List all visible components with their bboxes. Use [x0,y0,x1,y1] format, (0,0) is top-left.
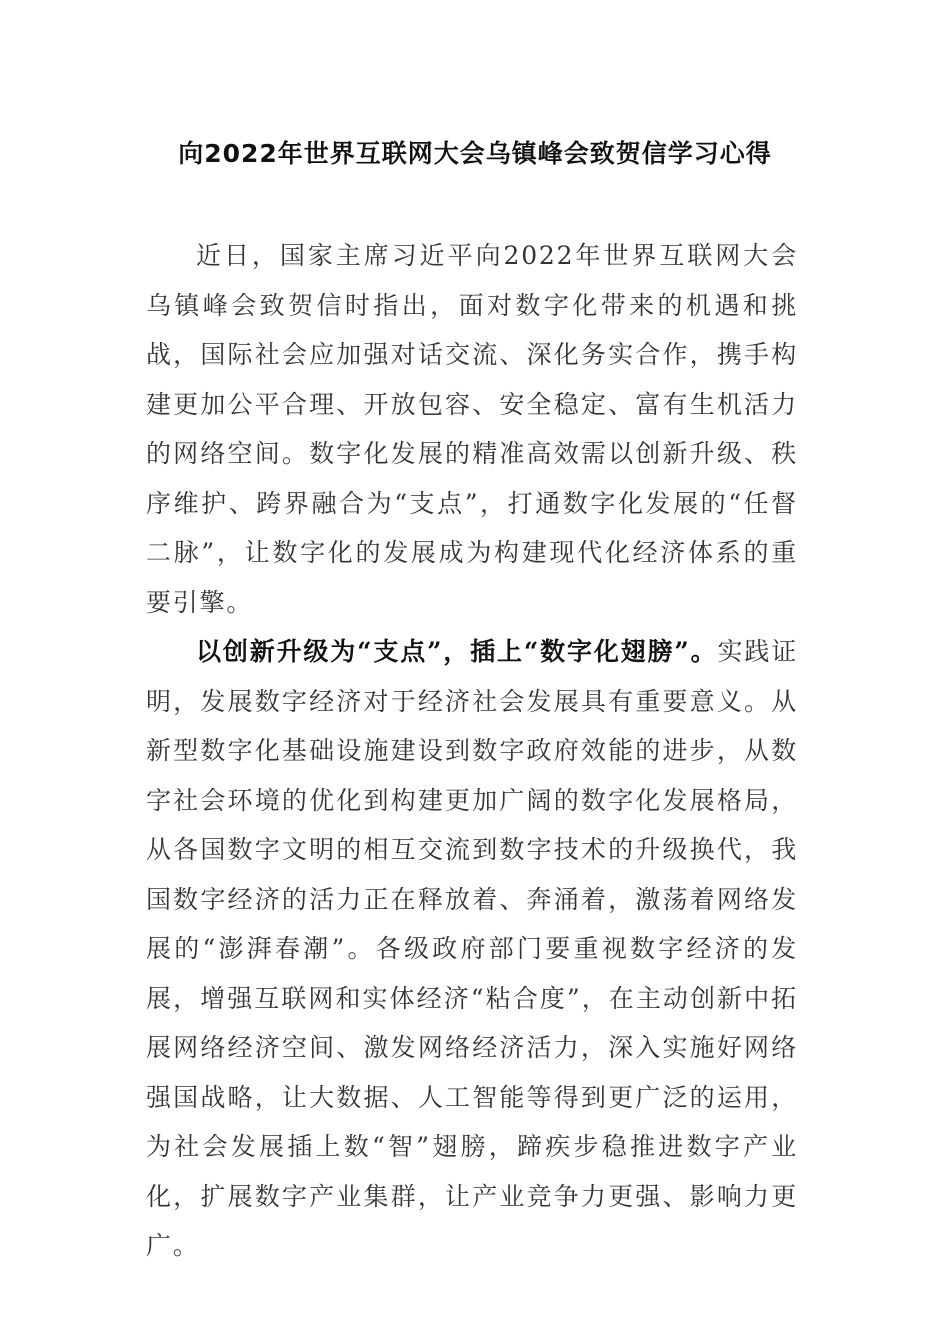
paragraph-intro-text: 近日，国家主席习近平向2022年世界互联网大会乌镇峰会致贺信时指出，面对数字化带来的机遇和挑战，国际社会应加强对话交流、深化务实合作，携手构建更加公平合理、开放包容、安全稳定、富有生机活力的网络空间。数字化发展的精准高效需以创新升级、秩序维护、跨界融合为“支点”，打通数字化发展的“任督二脉”，让数字化的发展成为构建现代化经济体系的重要引擎。 [146,241,798,617]
paragraph-innovation-heading: 以创新升级为“支点”，插上“数字化翅膀”。 [196,637,718,666]
document-title: 向2022年世界互联网大会乌镇峰会致贺信学习心得 [178,139,772,168]
paragraph-intro [146,231,798,627]
document-body [146,231,798,1271]
paragraph-innovation [146,627,798,1271]
paragraph-innovation-text: 实践证明，发展数字经济对于经济社会发展具有重要意义。从新型数字化基础设施建设到数字政府效能的进步，从数字社会环境的优化到构建更加广阔的数字化发展格局，从各国数字文明的相互交流到数字技术的升级换代，我国数字经济的活力正在释放着、奔涌着，激荡着网络发展的“澎湃春潮”。各级政府部门要重视数字经济的发展，增强互联网和实体经济“粘合度”，在主动创新中拓展网络经济空间、激发网络经济活力，深入实施好网络强国战略，让大数据、人工智能等得到更广泛的运用，为社会发展插上数“智”翅膀，蹄疾步稳推进数字产业化，扩展数字产业集群，让产业竞争力更强、影响力更广。 [146,637,798,1260]
